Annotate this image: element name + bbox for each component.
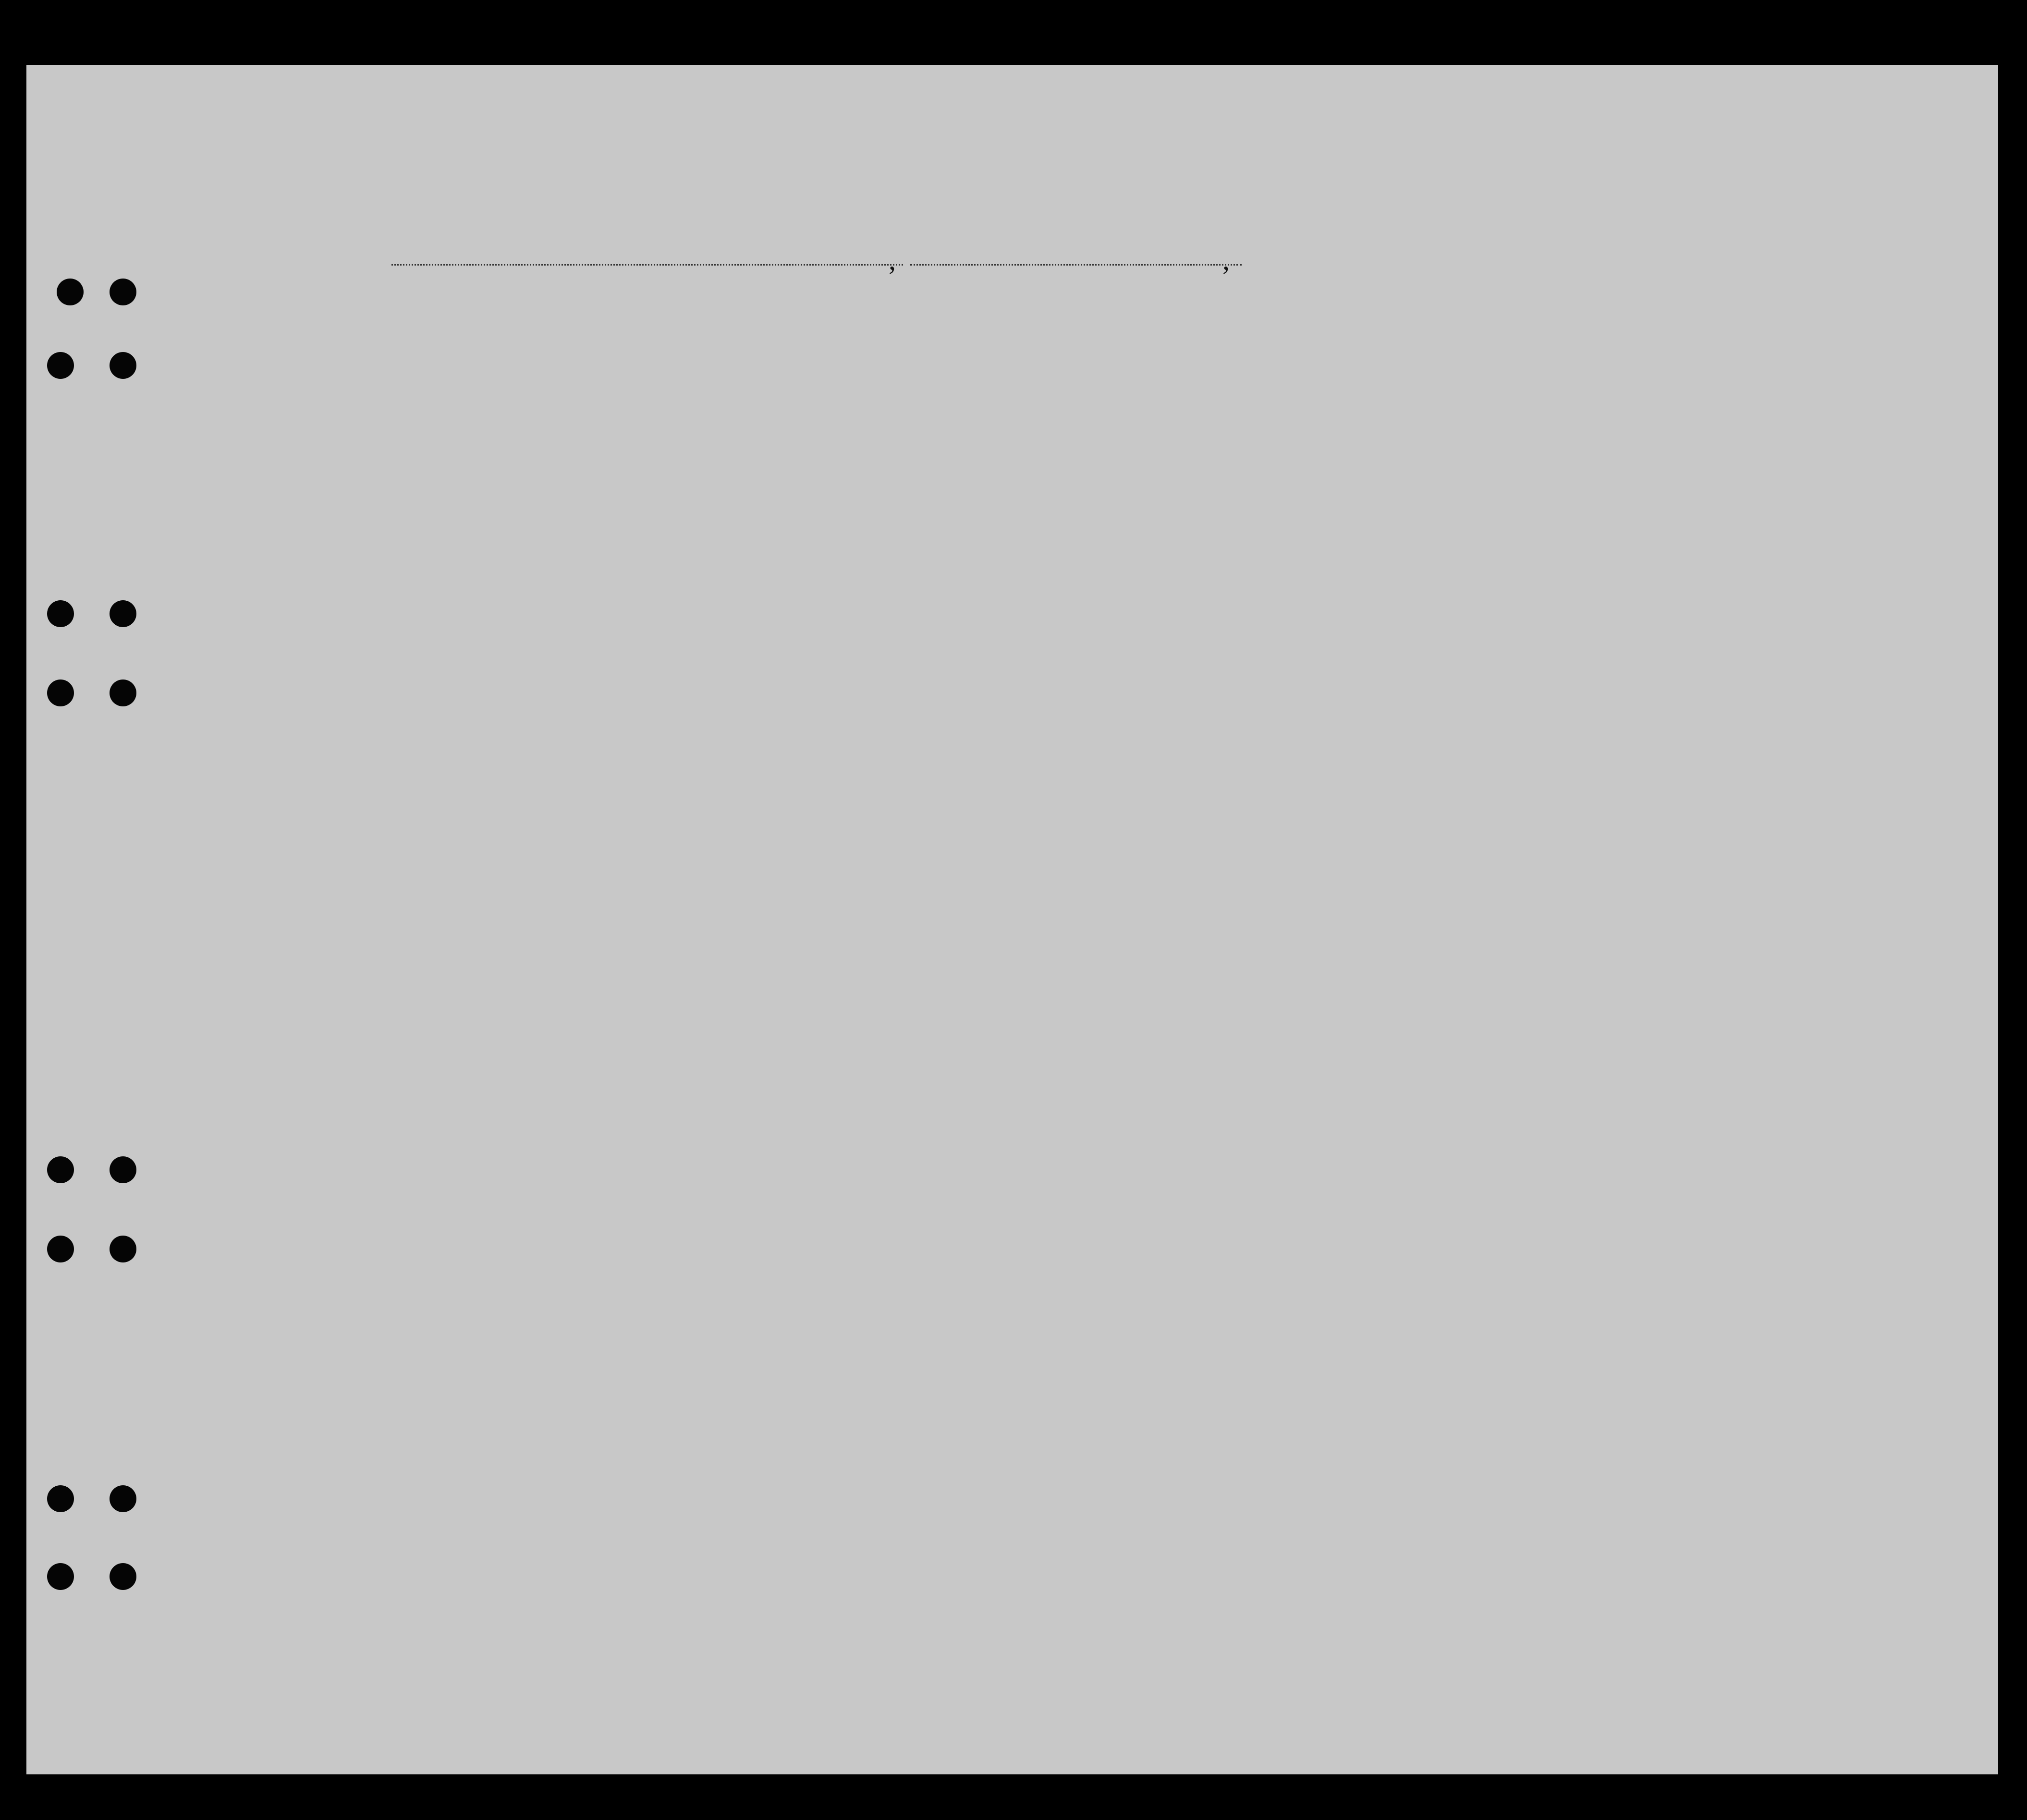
binder-hole [47,1236,74,1262]
binder-hole [47,679,74,706]
binder-hole [47,600,74,627]
binder-hole [47,1485,74,1512]
binder-hole [110,1236,136,1262]
binder-hole [110,679,136,706]
binder-hole [110,352,136,379]
binder-hole [110,1485,136,1512]
binder-hole [47,1563,74,1590]
binder-hole [57,279,84,305]
manifest-sheet: , , [26,65,1998,1774]
binder-hole [47,352,74,379]
binder-hole [110,600,136,627]
binder-hole [110,1563,136,1590]
binder-hole [47,1156,74,1183]
manifest-grid [26,65,1998,1774]
binder-hole [110,1156,136,1183]
binder-hole [110,279,136,305]
